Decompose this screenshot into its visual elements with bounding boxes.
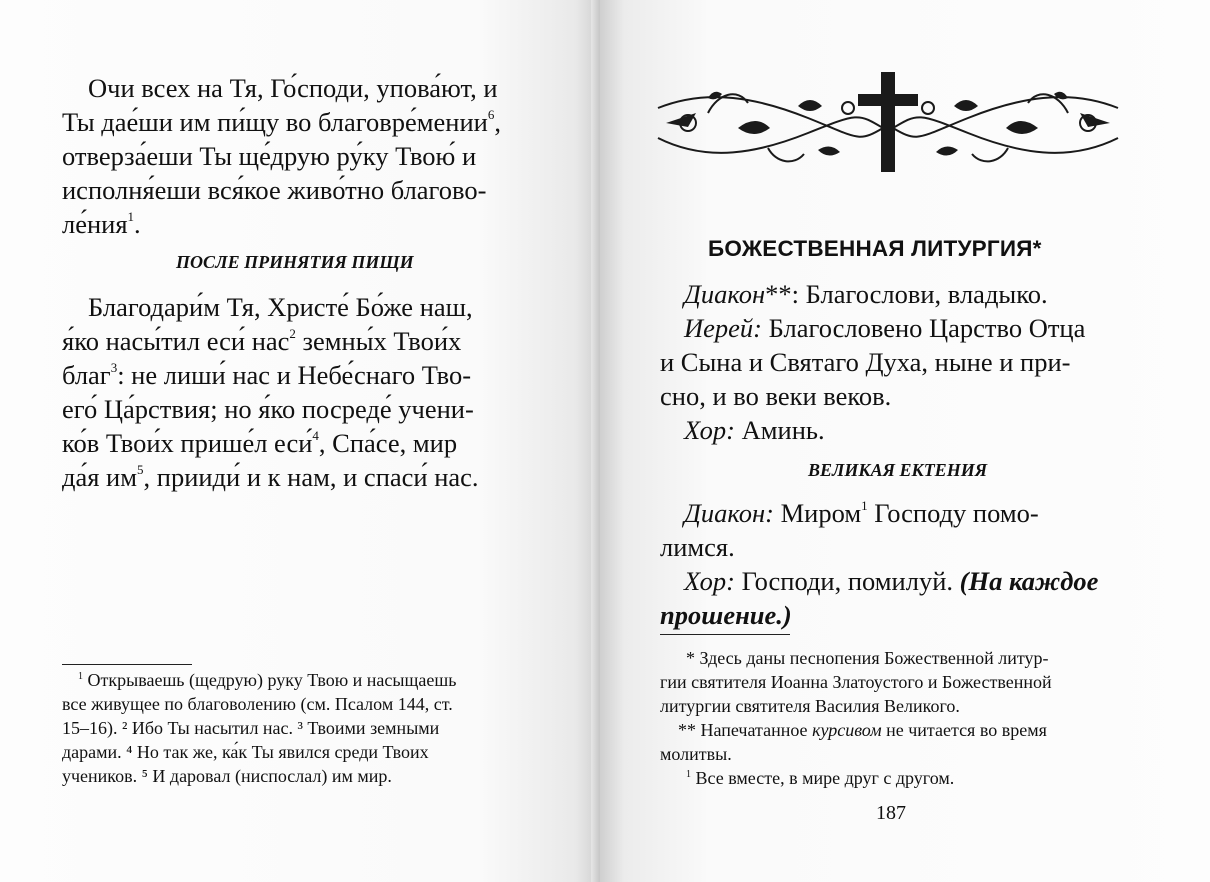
footnote-rule [660,634,790,635]
floral-cross-ornament-icon [648,68,1128,176]
prayer-line: я́ко насы́тил еси́ нас$^2$ земны́х Твои́х [62,326,462,356]
prayer-line: благ$^3$: не лиши́ нас и Небе́снаго Тво- [62,360,472,390]
prayer-line: Благодари́м Тя, Христе́ Бо́же наш, [88,292,473,322]
page-number: 187 [876,802,906,824]
footnote-line: гии святителя Иоанна Златоустого и Божественной [660,672,1052,692]
liturgy-line: и Сына и Святаго Духа, ныне и при- [660,347,1071,377]
liturgy-line: прошение.) [660,600,792,630]
left-page [0,0,600,882]
prayer-line: отверза́еши Ты ще́друю ру́ку Твою́ и [62,141,477,171]
footnote-line: литургии святителя Василия Великого. [660,696,960,716]
liturgy-line: лимся. [660,532,735,562]
footnote-line: 15–16). ² Ибо Ты насытил нас. ³ Твоими земными [62,718,440,738]
prayer-line: его́ Ца́рствия; но я́ко посреде́ учени- [62,394,474,424]
footnote-line: все живущее по благоволению (см. Псалом 144, ст. [62,694,453,714]
prayer-line: исполня́еши вся́кое живо́тно благово- [62,175,487,205]
prayer-line: Очи всех на Тя, Го́споди, упова́ют, и [88,73,498,103]
liturgy-line: Хор: Господи, помилуй. (На каждое [684,566,1099,596]
footnote-line: $^1$ Открываешь (щедрую) руку Твою и насыщаешь [78,670,457,690]
footnote-line: молитвы. [660,744,732,764]
liturgy-line: Хор: Аминь. [684,415,825,445]
footnote-rule [62,664,192,665]
footnote-line: дарами. ⁴ Но так же, ка́к Ты явился среди Твоих [62,742,429,762]
footnote-line: * Здесь даны песнопения Божественной литур- [686,648,1049,668]
prayer-line: да́я $им^5$, прииди́ и к нам, и спаси́ нас. [62,462,479,492]
liturgy-line: Диакон: Миром$^1$ Господу помо- [684,498,1039,528]
page-title: БОЖЕСТВЕННАЯ ЛИТУРГИЯ* [708,236,1042,261]
liturgy-line: сно, и во веки веков. [660,381,892,411]
prayer-line: ле́ния$^1$. [62,209,141,239]
prayer-line: Ты дае́ши им пи́щу во благовре́мении$^6$, [62,107,501,137]
footnote-line: ** Напечатанное курсивом не читается во время [678,720,1047,740]
section-heading: ПОСЛЕ ПРИНЯТИЯ ПИЩИ [176,252,414,272]
liturgy-line: Диакон**: Благослови, владыко. [684,279,1048,309]
footnote-line: $^1$ Все вместе, в мире друг с другом. [686,768,955,788]
section-heading: ВЕЛИКАЯ ЕКТЕНИЯ [808,460,988,480]
liturgy-line: Иерей: Благословено Царство Отца [684,313,1086,343]
footnote-line: учеников. ⁵ И даровал (ниспослал) им мир. [62,766,392,786]
prayer-line: ко́в Твои́х прише́л еси́$^4$, Спа́се, мир [62,428,458,458]
